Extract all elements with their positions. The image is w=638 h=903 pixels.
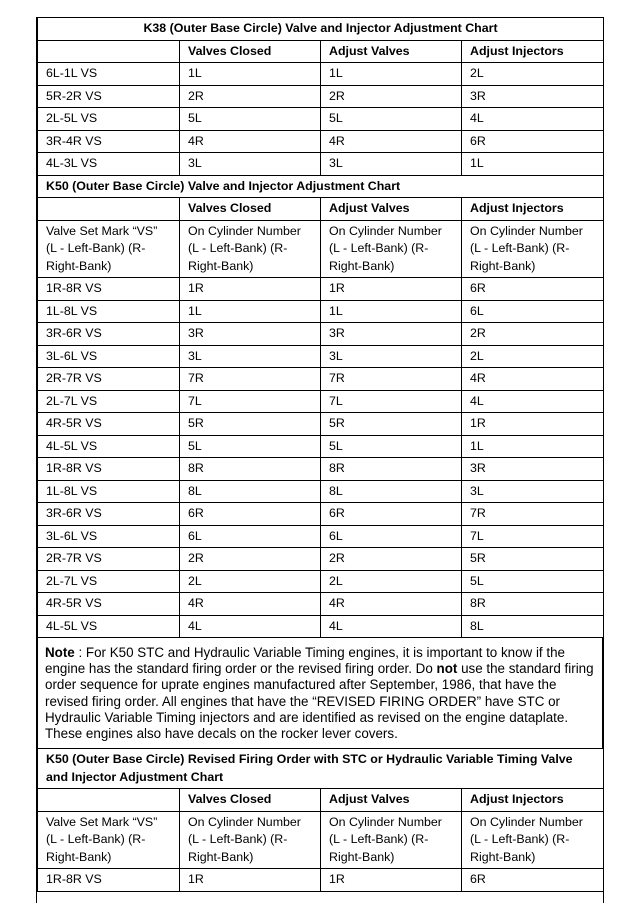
k50-revised-header-cell: [38, 789, 180, 812]
table-cell: 2L-7L VS: [38, 390, 180, 413]
table-cell: 2L: [462, 63, 604, 86]
table-cell: 5R: [180, 413, 321, 436]
table-row: [38, 390, 604, 413]
table-cell: 1L: [321, 300, 462, 323]
k50-header-cell: Adjust Injectors: [462, 198, 604, 221]
k38-header-cell: Adjust Valves: [321, 40, 462, 63]
table-cell: 3R-6R VS: [38, 323, 180, 346]
table-cell: 6R: [462, 869, 604, 892]
table-cell: 1L: [180, 300, 321, 323]
table-cell: 2R: [180, 85, 321, 108]
table-row: [38, 480, 604, 503]
k50-subheader-cell: On Cylinder Number (L - Left-Bank) (R-Right-Bank): [462, 220, 604, 278]
table-cell: 1R: [321, 278, 462, 301]
table-cell: 6R: [462, 130, 604, 153]
table-cell: 2L: [321, 570, 462, 593]
table-row: [38, 593, 604, 616]
table-cell: 3L: [180, 345, 321, 368]
k50-revised-header-cell: Adjust Injectors: [462, 789, 604, 812]
table-cell: 4R: [180, 593, 321, 616]
k38-header-row: [38, 40, 604, 63]
table-row: [38, 570, 604, 593]
table-cell: 4L-5L VS: [38, 615, 180, 638]
table-cell: 4L: [462, 108, 604, 131]
table-row: [38, 63, 604, 86]
table-row: [38, 130, 604, 153]
table-row: [38, 503, 604, 526]
note-paragraph: [37, 638, 603, 748]
table-cell: 4L-5L VS: [38, 435, 180, 458]
table-cell: 1L-8L VS: [38, 300, 180, 323]
table-cell: 8R: [180, 458, 321, 481]
k50-subheader-cell: On Cylinder Number (L - Left-Bank) (R-Right-Bank): [180, 220, 321, 278]
table-row: [38, 278, 604, 301]
table-row: [38, 548, 604, 571]
table-cell: 3R-4R VS: [38, 130, 180, 153]
k50-subheader-cell: Valve Set Mark “VS” (L - Left-Bank) (R-Right-Bank): [38, 220, 180, 278]
k50-revised-subheader-row: [38, 811, 604, 869]
table-row: [38, 108, 604, 131]
table-cell: 8L: [180, 480, 321, 503]
table-cell: 6L: [321, 525, 462, 548]
k50-revised-header-row: [38, 789, 604, 812]
table-cell: 4R: [462, 368, 604, 391]
table-cell: 5L: [462, 570, 604, 593]
table-cell: 1L-8L VS: [38, 480, 180, 503]
table-cell: 5R: [462, 548, 604, 571]
table-cell: 4L: [462, 390, 604, 413]
table-cell: 1L: [180, 63, 321, 86]
table-cell: 3L: [180, 153, 321, 176]
table-cell: 2L: [180, 570, 321, 593]
table-cell: 4L-3L VS: [38, 153, 180, 176]
k38-adjustment-table: [37, 17, 604, 176]
k50-revised-header-cell: Valves Closed: [180, 789, 321, 812]
table-cell: 6R: [462, 278, 604, 301]
table-cell: 6L: [180, 525, 321, 548]
table-cell: 3R: [180, 323, 321, 346]
k50-revised-subheader-cell: Valve Set Mark “VS” (L - Left-Bank) (R-Right-Bank): [38, 811, 180, 869]
table-cell: 5L: [321, 108, 462, 131]
table-cell: 6L: [462, 300, 604, 323]
k50-header-row: [38, 198, 604, 221]
table-cell: 2L-7L VS: [38, 570, 180, 593]
table-row: [38, 615, 604, 638]
table-cell: 4R: [321, 130, 462, 153]
table-cell: 8R: [321, 458, 462, 481]
k38-header-cell: Valves Closed: [180, 40, 321, 63]
table-cell: 3L: [321, 153, 462, 176]
k38-header-cell: [38, 40, 180, 63]
table-cell: 1R: [180, 278, 321, 301]
table-cell: 2R: [321, 85, 462, 108]
table-cell: 3L: [321, 345, 462, 368]
table-cell: 3R: [462, 85, 604, 108]
table-cell: 2L: [462, 345, 604, 368]
table-cell: 4R-5R VS: [38, 413, 180, 436]
table-cell: 6L-1L VS: [38, 63, 180, 86]
k50-revised-subheader-cell: On Cylinder Number (L - Left-Bank) (R-Right-Bank): [462, 811, 604, 869]
table-cell: 2R: [462, 323, 604, 346]
table-cell: 6R: [180, 503, 321, 526]
table-row: [38, 413, 604, 436]
table-cell: 2L-5L VS: [38, 108, 180, 131]
k50-header-cell: Adjust Valves: [321, 198, 462, 221]
k50-revised-header-cell: Adjust Valves: [321, 789, 462, 812]
k50-header-cell: [38, 198, 180, 221]
table-cell: 7L: [321, 390, 462, 413]
table-cell: 4R: [180, 130, 321, 153]
table-cell: 4L: [321, 615, 462, 638]
table-cell: 8L: [321, 480, 462, 503]
table-cell: 4L: [180, 615, 321, 638]
table-cell: 1R-8R VS: [38, 458, 180, 481]
table-cell: 2R-7R VS: [38, 548, 180, 571]
k50-revised-subheader-cell: On Cylinder Number (L - Left-Bank) (R-Right-Bank): [321, 811, 462, 869]
table-cell: 1L: [462, 435, 604, 458]
k50-table-body: [38, 278, 604, 638]
table-cell: 1R: [462, 413, 604, 436]
table-cell: 1L: [321, 63, 462, 86]
table-cell: 5R: [321, 413, 462, 436]
document-frame: [36, 17, 604, 903]
k50-adjustment-table: [37, 176, 604, 639]
k50-revised-table-body: [38, 869, 604, 892]
note-text-part2: use the standard firing order sequence for uprate engines manufactured after September, 1986, that have the revised firing order. All engines that have the “REVISED FIRING ORDER” have STC or Hydraulic Variable Timing injectors and are identified as revised on the engine dataplate. These engines also have decals on the rocker lever covers.: [45, 661, 594, 742]
table-row: [38, 869, 604, 892]
table-cell: 2R: [180, 548, 321, 571]
table-cell: 3L-6L VS: [38, 345, 180, 368]
table-row: [38, 458, 604, 481]
k38-header-cell: Adjust Injectors: [462, 40, 604, 63]
table-cell: 2R-7R VS: [38, 368, 180, 391]
table-cell: 5L: [180, 435, 321, 458]
k50-revised-subheader-cell: On Cylinder Number (L - Left-Bank) (R-Right-Bank): [180, 811, 321, 869]
table-cell: 2R: [321, 548, 462, 571]
table-cell: 8R: [462, 593, 604, 616]
table-cell: 1R-8R VS: [38, 869, 180, 892]
table-cell: 3L-6L VS: [38, 525, 180, 548]
table-cell: 3L: [462, 480, 604, 503]
k50-revised-table-title: K50 (Outer Base Circle) Revised Firing Order with STC or Hydraulic Variable Timing Valve and Injector Adjustment Chart: [38, 749, 604, 789]
k38-table-title: K38 (Outer Base Circle) Valve and Injector Adjustment Chart: [38, 18, 604, 41]
table-cell: 4R-5R VS: [38, 593, 180, 616]
table-cell: 7L: [180, 390, 321, 413]
note-emphasis: not: [436, 661, 458, 677]
table-cell: 7L: [462, 525, 604, 548]
table-row: [38, 85, 604, 108]
table-row: [38, 345, 604, 368]
k50-table-title: K50 (Outer Base Circle) Valve and Injector Adjustment Chart: [38, 176, 604, 198]
table-cell: 6R: [321, 503, 462, 526]
table-cell: 5L: [180, 108, 321, 131]
table-cell: 5R-2R VS: [38, 85, 180, 108]
table-cell: 7R: [462, 503, 604, 526]
table-cell: 1R: [180, 869, 321, 892]
table-row: [38, 525, 604, 548]
k50-header-cell: Valves Closed: [180, 198, 321, 221]
note-label: Note: [45, 645, 75, 660]
table-row: [38, 323, 604, 346]
table-cell: 3R: [462, 458, 604, 481]
table-cell: 7R: [321, 368, 462, 391]
table-row: [38, 435, 604, 458]
table-row: [38, 153, 604, 176]
k50-subheader-cell: On Cylinder Number (L - Left-Bank) (R-Right-Bank): [321, 220, 462, 278]
note-text-part1: : For K50 STC and Hydraulic Variable Timing engines, it is important to know if the engine has the standard firing order or the revised firing order. Do: [45, 645, 565, 677]
table-cell: 7R: [180, 368, 321, 391]
table-cell: 1L: [462, 153, 604, 176]
table-row: [38, 300, 604, 323]
table-row: [38, 368, 604, 391]
table-cell: 4R: [321, 593, 462, 616]
table-cell: 1R: [321, 869, 462, 892]
table-cell: 5L: [321, 435, 462, 458]
k50-revised-adjustment-table: [37, 748, 604, 892]
k50-subheader-row: [38, 220, 604, 278]
table-cell: 8L: [462, 615, 604, 638]
k38-table-body: [38, 63, 604, 176]
table-cell: 3R: [321, 323, 462, 346]
table-cell: 1R-8R VS: [38, 278, 180, 301]
table-cell: 3R-6R VS: [38, 503, 180, 526]
